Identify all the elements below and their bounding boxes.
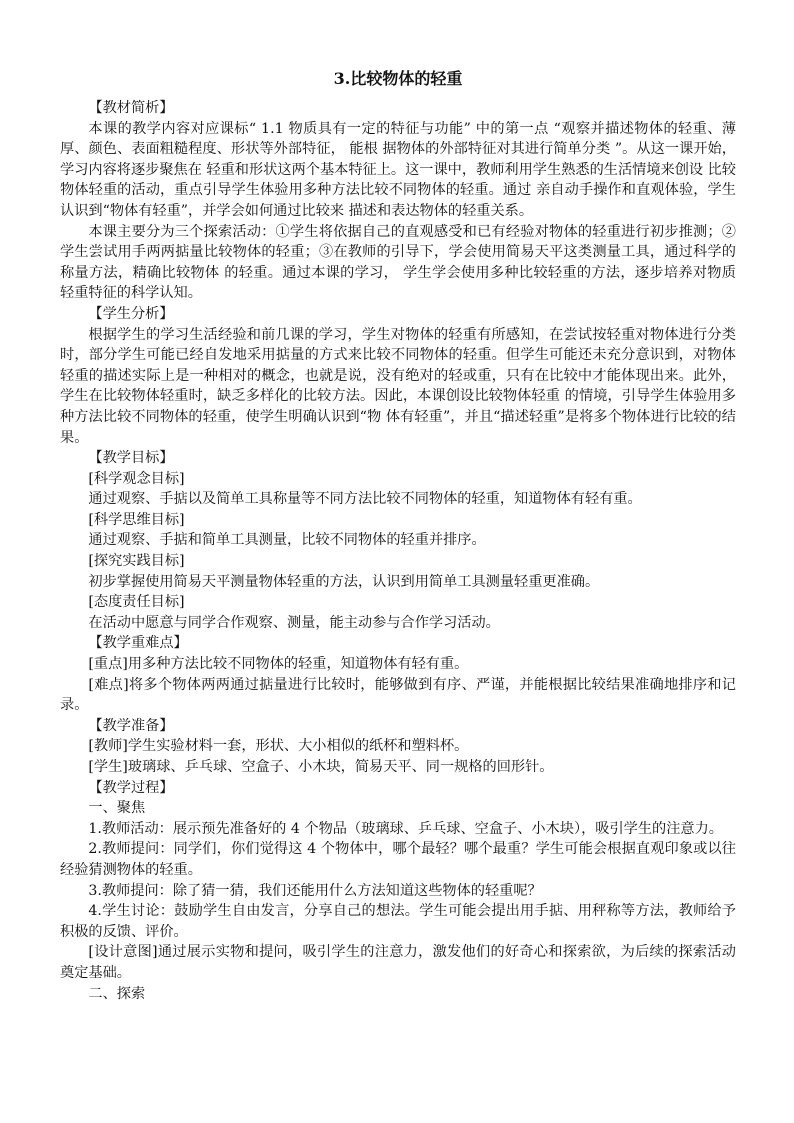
section-heading-prep: 【教学准备】 (88, 717, 174, 734)
prep-student: [学生]玻璃球、乒乓球、空盒子、小木块，简易天平、同一规格的回形针。 (88, 759, 554, 775)
goal-label: [态度责任目标] (88, 594, 185, 611)
document-page (60, 68, 736, 1004)
paragraph: 1.教师活动：展示预先准备好的 4 个物品（玻璃球、乒乓球、空盒子、小木块），吸引学生的注意力。 (88, 820, 723, 837)
section-heading-goals: 【教学目标】 (88, 450, 174, 467)
goal-text: 通过观察、手掂和简单工具测量，比较不同物体的轻重并排序。 (88, 532, 486, 549)
prep-teacher: [教师]学生实验材料一套，形状、大小相似的纸杯和塑料杯。 (88, 738, 469, 755)
goal-label: [探究实践目标] (88, 553, 185, 570)
goal-text: 初步掌握使用简易天平测量物体轻重的方法，认识到用简单工具测量轻重更准确。 (88, 573, 600, 590)
goal-text: 在活动中愿意与同学合作观察、测量，能主动参与合作学习活动。 (88, 614, 500, 631)
process-step-title: 二、探索 (88, 985, 146, 1002)
paragraph: 3.教师提问：除了猜一猜，我们还能用什么方法知道这些物体的轻重呢？ (88, 882, 542, 899)
paragraph: 2.教师提问：同学们，你们觉得这 4 个物体中，哪个最轻？哪个最重？学生可能会根据直观印象或以往经验猜测物体的轻重。 (60, 841, 736, 878)
paragraph: 根据学生的学习生活经验和前几课的学习，学生对物体的轻重有所感知，在尝试按轻重对物体进行分类时，部分学生可能已经自发地采用掂量的方式来比较不同物体的轻重。但学生可能还未充分意识到，对物体轻重的描述实际上是一种相对的概念，也就是说，没有绝对的轻或重，只有在比较中才能体现出来。此外，学生在比较物体轻重时，缺乏多样化的比较方法。因此，本课创设比较物体轻重 的情境，引导学生体验用多种方法比较不同物体的轻重，使学生明确认识到“物 体有轻重”，并且“描述轻重”是将多个物体进行比较的结果。 (60, 326, 736, 446)
process-step-title: 一、聚焦 (88, 800, 146, 817)
paragraph: 4.学生讨论：鼓励学生自由发言，分享自己的想法。学生可能会提出用手掂、用秤称等方法，教师给予积极的反馈、评价。 (60, 903, 736, 940)
section-heading-students: 【学生分析】 (88, 305, 174, 322)
section-heading-material: 【教材简析】 (88, 100, 174, 116)
section-heading-process: 【教学过程】 (88, 779, 174, 796)
page-title: 3.比较物体的轻重 (333, 69, 463, 88)
paragraph: 本课主要分为三个探索活动：①学生将依据自己的直观感受和已有经验对物体的轻重进行初步推测；②学生尝试用手两两掂量比较物体的轻重；③在教师的引导下，学会使用简易天平这类测量工具，通过科学的称量方法，精确比较物体 的轻重。通过本课的学习， 学生学会使用多种比较轻重的方法，逐步培养对物质 轻重特征的科学认知。 (60, 223, 736, 302)
design-intent: [设计意图]通过展示实物和提问，吸引学生的注意力，激发他们的好奇心和探索欲，为后续的探索活动奠定基础。 (60, 944, 736, 981)
goal-label: [科学观念目标] (88, 470, 185, 487)
goal-label: [科学思维目标] (88, 511, 185, 528)
goal-text: 通过观察、手掂以及简单工具称量等不同方法比较不同物体的轻重，知道物体有轻有重。 (88, 491, 642, 508)
paragraph: 本课的教学内容对应课标“ 1.1 物质具有一定的特征与功能” 中的第一点 “观察并描述物体的轻重、薄厚、颜色、表面粗糙程度、形状等外部特征， 能根 据物体的外部特征对其进行简单分类 ”。从这一课开始，学习内容将逐步聚焦在 轻重和形状这两个基本特征上。这一课中，教师利用学生熟悉的生活情境来创设 比较物体轻重的活动，重点引导学生体验用多种方法比较不同物体的轻重。通过 亲自动手操作和直观体验，学生认识到“物体有轻重”，并学会如何通过比较来 描述和表达物体的轻重关系。 (60, 120, 736, 219)
section-heading-keypoints: 【教学重难点】 (88, 635, 188, 652)
difficulty-text: [难点]将多个物体两两通过掂量进行比较时，能够做到有序、严谨，并能根据比较结果准确地排序和记录。 (60, 676, 736, 714)
keypoint-text: [重点]用多种方法比较不同物体的轻重，知道物体有轻有重。 (88, 656, 469, 673)
